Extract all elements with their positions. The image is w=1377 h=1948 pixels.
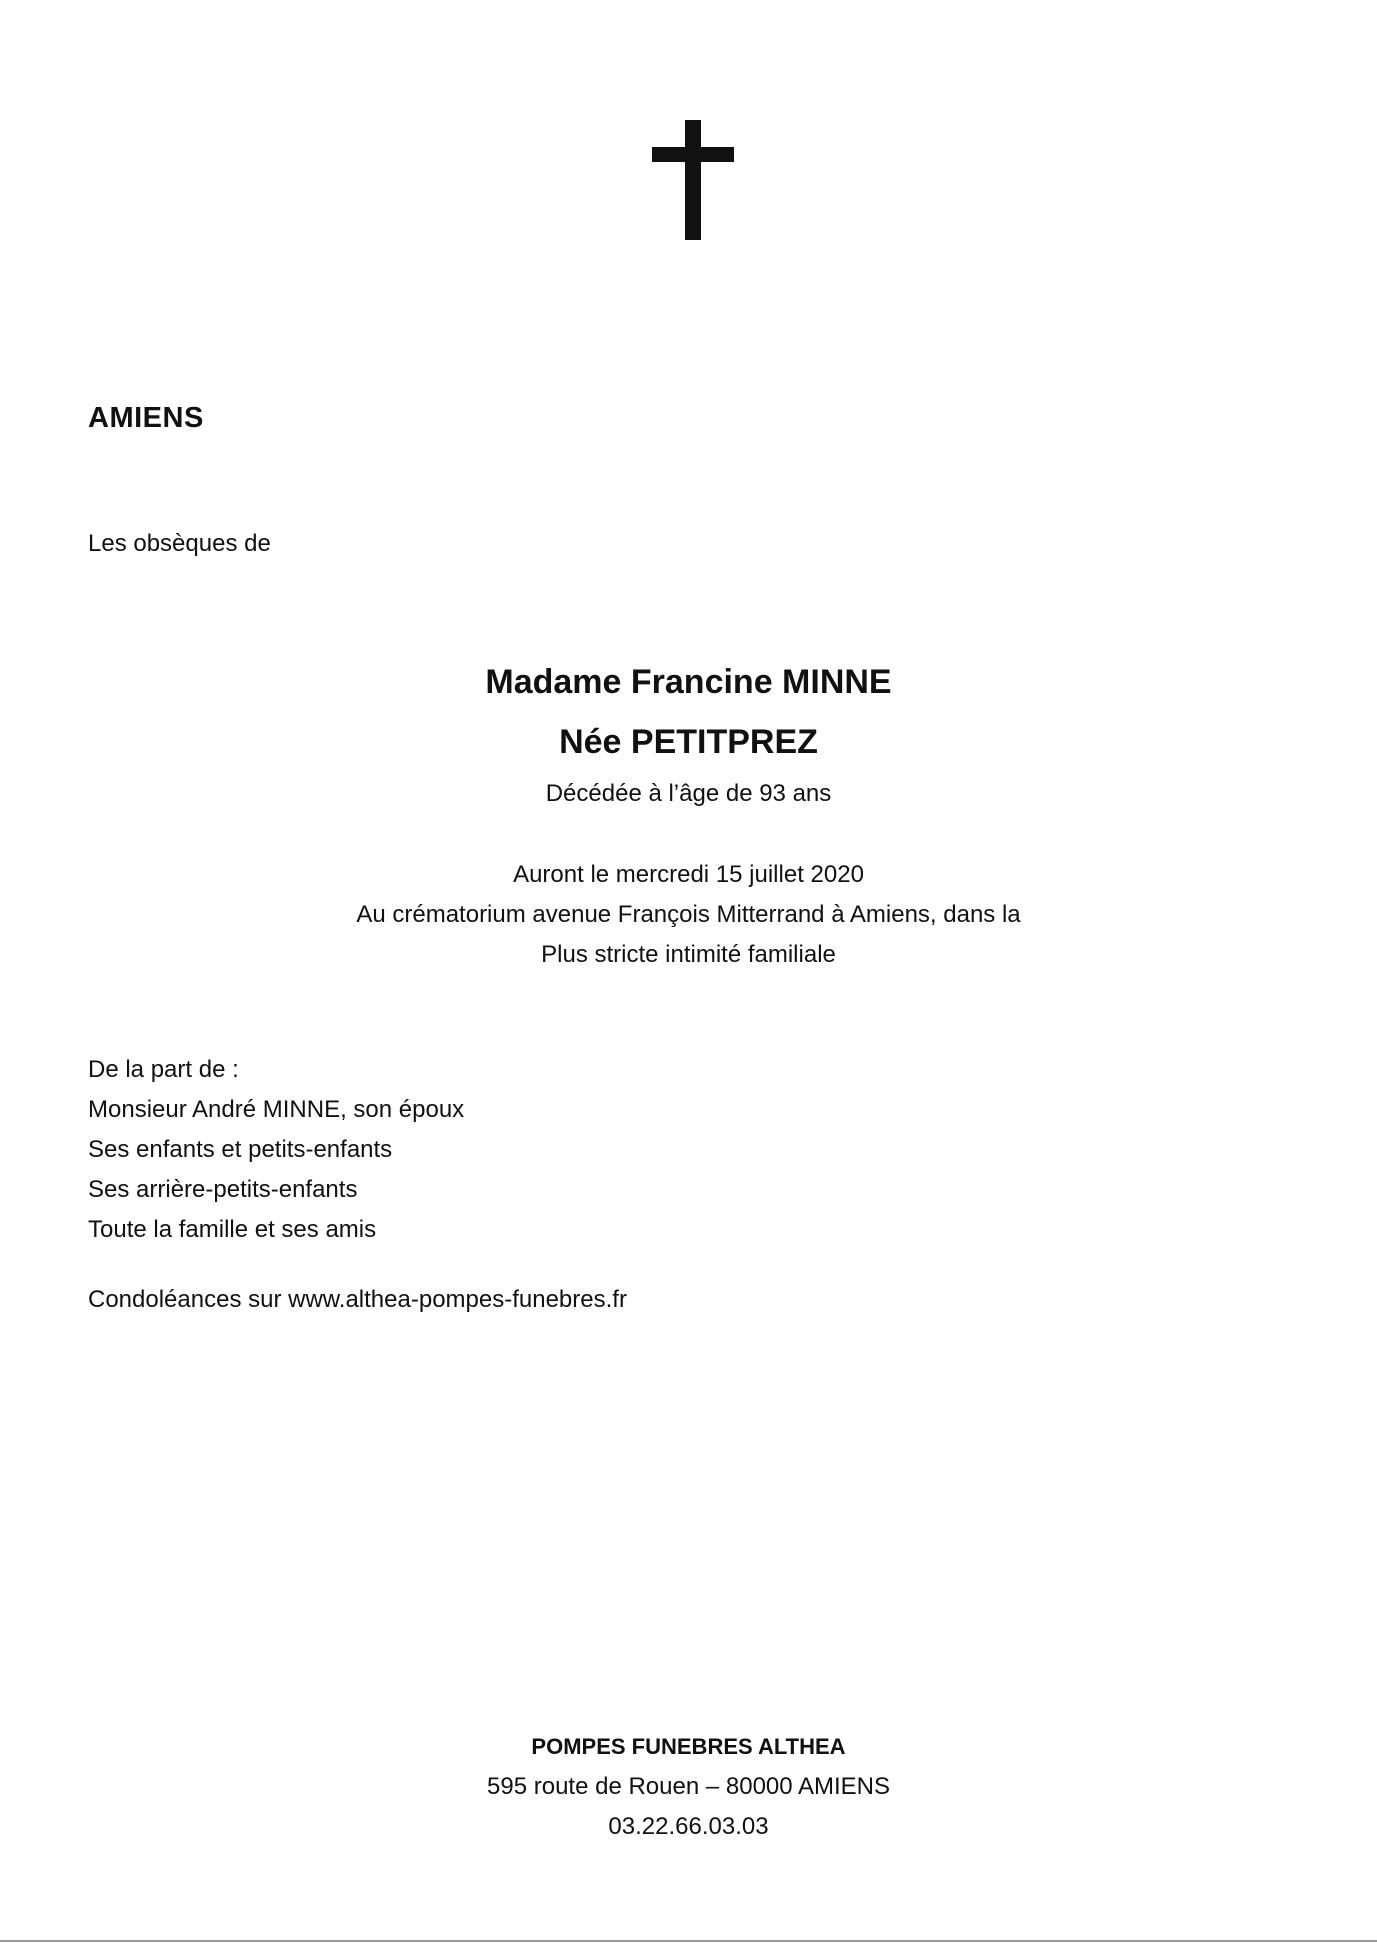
funeral-home-address: 595 route de Rouen – 80000 AMIENS <box>487 1773 890 1800</box>
cross-vertical-bar <box>685 120 701 240</box>
deceased-age: Décédée à l’âge de 93 ans <box>545 780 832 807</box>
ceremony-details <box>0 855 1377 975</box>
family-line: Ses enfants et petits-enfants <box>88 1136 393 1163</box>
funeral-home-footer <box>0 1727 1377 1847</box>
deceased-maiden-name: Née PETITPREZ <box>559 723 818 761</box>
family-line: De la part de : <box>88 1056 239 1083</box>
deceased-name: Madame Francine MINNE <box>485 663 892 701</box>
funeral-home-phone: 03.22.66.03.03 <box>608 1813 769 1840</box>
condolences-text: Condoléances sur www.althea-pompes-funebres.fr <box>88 1286 627 1313</box>
ceremony-line-date: Auront le mercredi 15 juillet 2020 <box>513 861 864 888</box>
family-line: Monsieur André MINNE, son époux <box>88 1096 465 1123</box>
family-list <box>88 1050 464 1250</box>
cross-icon <box>652 120 734 240</box>
family-line: Toute la famille et ses amis <box>88 1216 377 1243</box>
funeral-home-name: POMPES FUNEBRES ALTHEA <box>531 1734 846 1759</box>
family-line: Ses arrière-petits-enfants <box>88 1176 358 1203</box>
intro-text: Les obsèques de <box>88 530 271 557</box>
city-heading: AMIENS <box>88 402 204 434</box>
bottom-rule <box>0 1940 1377 1942</box>
ceremony-line-place: Au crématorium avenue François Mitterrand à Amiens, dans la <box>356 901 1021 928</box>
ceremony-line-privacy: Plus stricte intimité familiale <box>541 941 836 968</box>
cross-horizontal-bar <box>652 147 734 162</box>
